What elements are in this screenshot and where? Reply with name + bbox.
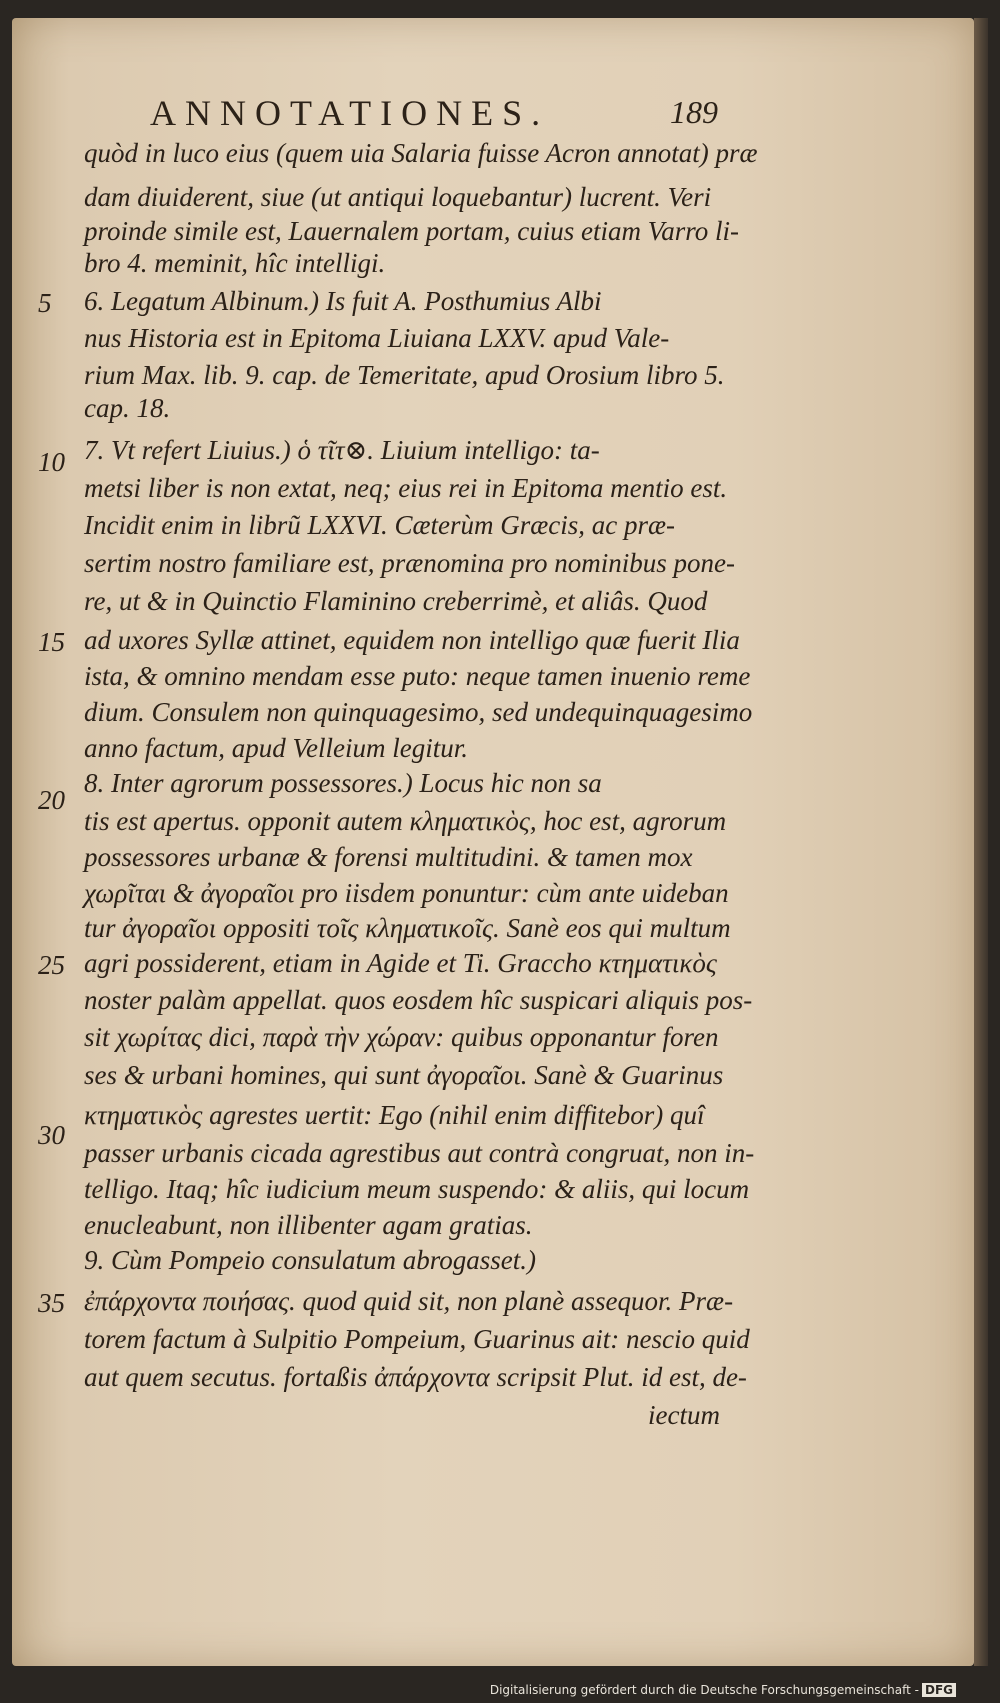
text-line: rium Max. lib. 9. cap. de Temeritate, apud Orosium libro 5.: [84, 360, 725, 390]
page-number: 189: [670, 94, 718, 130]
note-heading: 6. Legatum Albinum.) Is fuit A. Posthumius Albi: [84, 286, 602, 316]
text-line: telligo. Itaq; hîc iudicium meum suspendo: & aliis, qui locum: [84, 1174, 750, 1204]
note-heading: 8. Inter agrorum possessores.) Locus hic non sa: [84, 768, 602, 798]
margin-line-number: 10: [38, 447, 65, 477]
dfg-logo: DFG: [922, 1683, 956, 1697]
margin-line-number: 30: [38, 1120, 65, 1150]
digitization-credit: [490, 1683, 956, 1697]
margin-line-number: 15: [38, 627, 65, 657]
text-line: Incidit enim in librũ LXXVI. Cæterùm Græcis, ac præ-: [84, 510, 675, 540]
text-line: passer urbanis cicada agrestibus aut contrà congruat, non in-: [84, 1138, 755, 1168]
margin-line-number: 25: [38, 950, 65, 980]
text-line: aut quem secutus. fortaßis ἀπάρχοντα scripsit Plut. id est, de-: [84, 1362, 747, 1392]
text-line: torem factum à Sulpitio Pompeium, Guarinus ait: nescio quid: [84, 1324, 750, 1354]
text-line: sit χωρίτας dici, παρὰ τὴν χώραν: quibus opponantur foren: [84, 1022, 719, 1052]
text-line: noster palàm appellat. quos eosdem hîc suspicari aliquis pos-: [84, 985, 753, 1015]
text-line: enucleabunt, non illibenter agam gratias.: [84, 1210, 533, 1240]
text-line: tur ἀγοραῖοι oppositi τοῖς κληματικοῖς. Sanè eos qui multum: [84, 913, 731, 943]
page-edge: [974, 18, 988, 1666]
running-head: ANNOTATIONES.: [150, 93, 550, 133]
credit-text: Digitalisierung gefördert durch die Deutsche Forschungsgemeinschaft -: [489, 1683, 919, 1697]
text-line: sertim nostro familiare est, prænomina pro nominibus pone-: [84, 548, 736, 578]
text-line: bro 4. meminit, hîc intelligi.: [84, 248, 386, 278]
text-line: ἐπάρχοντα ποιήσας. quod quid sit, non planè assequor. Præ-: [84, 1286, 734, 1316]
margin-line-number: 20: [38, 785, 65, 815]
text-line: anno factum, apud Velleium legitur.: [84, 733, 468, 763]
margin-line-number: 5: [38, 288, 52, 318]
text-line: κτηματικὸς agrestes uertit: Ego (nihil enim diffitebor) quî: [84, 1100, 705, 1130]
text-line: tis est apertus. opponit autem κληματικὸς, hoc est, agrorum: [84, 806, 727, 836]
text-line: possessores urbanæ & forensi multitudini. & tamen mox: [84, 842, 693, 872]
margin-line-number: 35: [38, 1288, 65, 1318]
text-line: ad uxores Syllæ attinet, equidem non intelligo quæ fuerit Ilia: [84, 625, 740, 655]
text-line: proinde simile est, Lauernalem portam, cuius etiam Varro li-: [84, 216, 739, 246]
text-line: dam diuiderent, siue (ut antiqui loquebantur) lucrent. Veri: [84, 182, 712, 212]
text-line: re, ut & in Quinctio Flaminino creberrimè, et aliâs. Quod: [84, 586, 708, 616]
text-line: χωρῖται & ἀγοραῖοι pro iisdem ponuntur: cùm ante uideban: [84, 878, 729, 908]
text-line: ses & urbani homines, qui sunt ἀγοραῖοι. Sanè & Guarinus: [84, 1060, 724, 1090]
text-line: quòd in luco eius (quem uia Salaria fuisse Acron annotat) præ: [84, 138, 758, 168]
note-heading: 9. Cùm Pompeio consulatum abrogasset.): [84, 1245, 536, 1275]
text-line: agri possiderent, etiam in Agide et Ti. Graccho κτηματικὸς: [84, 948, 717, 978]
text-line: dium. Consulem non quinquagesimo, sed undequinquagesimo: [84, 697, 753, 727]
text-line: metsi liber is non extat, neq; eius rei in Epitoma mentio est.: [84, 473, 728, 503]
text-line: cap. 18.: [84, 393, 171, 423]
text-line: ista, & omnino mendam esse puto: neque tamen inuenio reme: [84, 661, 751, 691]
text-line: nus Historia est in Epitoma Liuiana LXXV. apud Vale-: [84, 323, 670, 353]
catchword: iectum: [648, 1400, 720, 1430]
note-heading: 7. Vt refert Liuius.) ὁ τῖτ⊗. Liuium intelligo: ta-: [84, 435, 600, 465]
